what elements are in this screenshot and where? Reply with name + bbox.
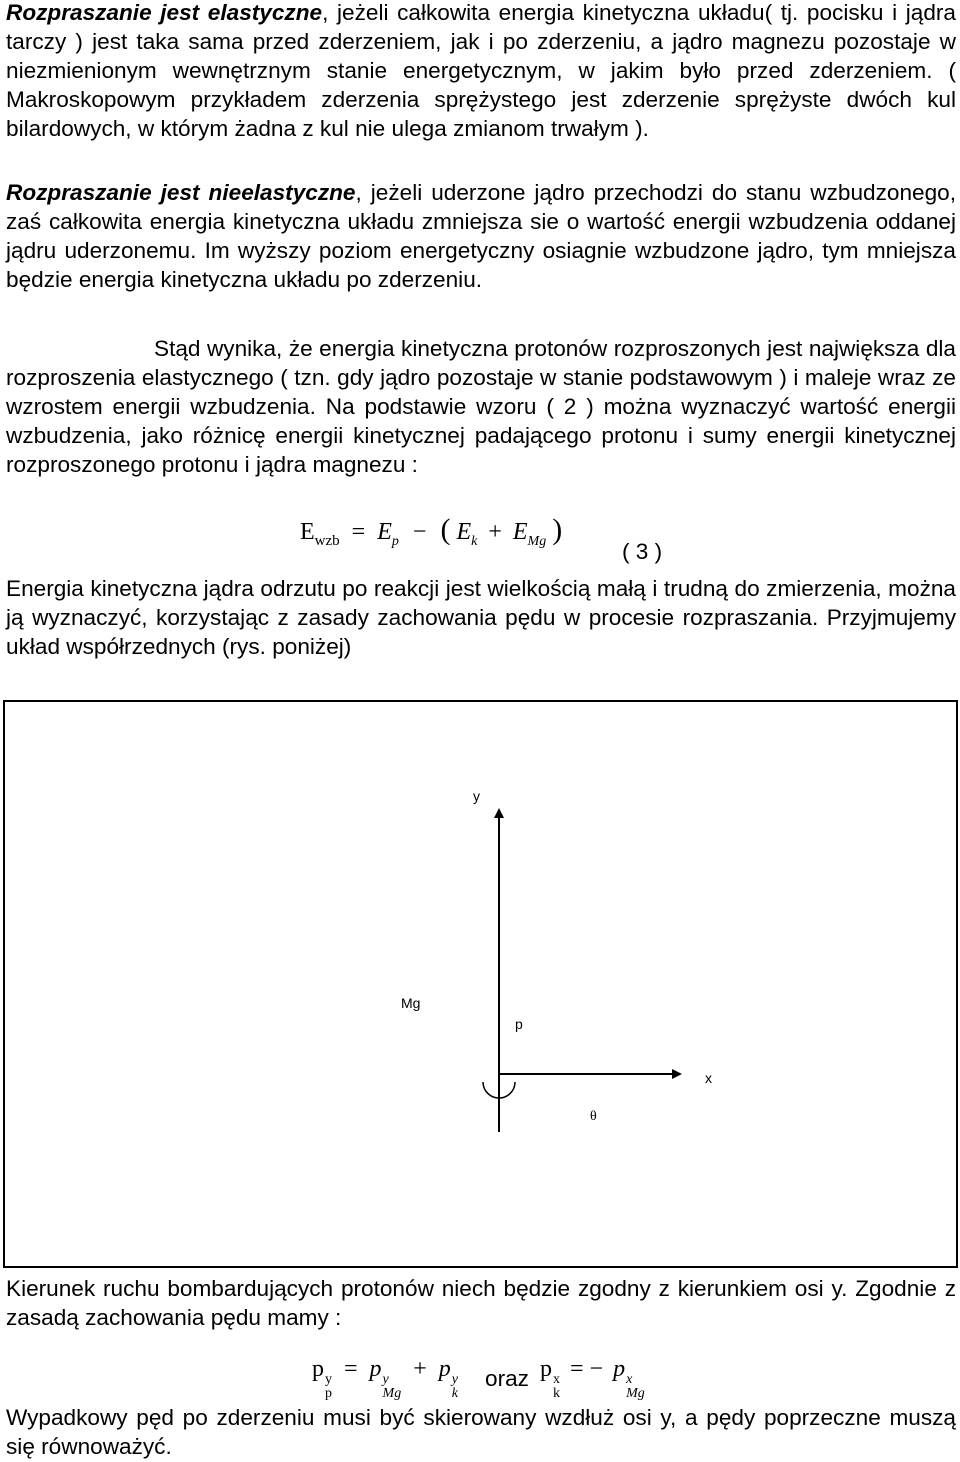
mom-c-p: p [438,1356,451,1382]
mom-d-sup: x [553,1372,560,1387]
eq3-minus: − [412,519,427,545]
mom-eq2: = − [570,1356,604,1382]
mom-d-p: p [540,1356,552,1382]
equation-momentum-y [312,1354,458,1401]
equation-3 [300,515,562,551]
paragraph-inelastic [6,178,956,294]
mom-b-p: p [369,1356,382,1382]
mom-e-sub: Mg [626,1386,645,1401]
paragraph-balance-text: Wypadkowy pęd po zderzeniu musi być skierowany wzdłuż osi y, a pędy poprzeczne muszą się równoważyć. [6,1405,956,1459]
paragraph-balance [6,1403,956,1461]
eq3-plus: + [488,519,502,545]
eq3-lhs-sub: wzb [314,533,340,549]
paragraph-conclusion [6,334,956,479]
coordinate-diagram [5,702,956,1266]
eq3-equals: = [351,519,366,545]
mom-b-sub: Mg [382,1386,402,1401]
paragraph-conclusion-text: Stąd wynika, że energia kinetyczna protonów rozproszonych jest największa dla rozproszenia elastycznego ( tzn. gdy jądro pozostaje w stanie podstawowym ) i maleje wraz ze wzrostem energii wzbudzenia. Na podstawie wzoru ( 2 ) można wyznaczyć wartość energii wzbudzenia, jako różnicę energii kinetycznej padającego protonu i sumy energii kinetycznej rozproszonego protonu i jądra magnezu : [6,336,956,477]
label-p: p [515,1016,523,1032]
paragraph-inelastic-text: , jeżeli uderzone jądro przechodzi do stanu wzbudzonego, zaś całkowita energia kinetyczna układu zmniejsza sie o wartość energii wzbudzenia oddanej jądru uderzonemu. Im wyższy poziom energetyczny osiagnie wzbudzone jądro, tym mniejsza będzie energia kinetyczna układu po zderzeniu. [6,180,956,292]
term-inelastic: Rozpraszanie jest nieelastyczne [6,180,356,205]
equation-number-3: ( 3 ) [622,539,663,564]
paragraph-recoil [6,574,956,661]
label-mg: Mg [401,995,421,1011]
mom-b-sup: y [382,1372,389,1387]
paragraph-recoil-text: Energia kinetyczna jądra odrzutu po reakcji jest wielkością małą i trudną do zmierzenia, można ją wyznaczyć, korzystając z zasady zachowania pędu w procesie rozpraszania. Przyjmujemy układ współrzednych (rys. poniżej) [6,576,956,659]
eq3-e1-sub: p [391,534,399,549]
mom-plus: + [413,1356,427,1382]
mom-d-sub: k [553,1386,560,1401]
mom-c-sub: k [451,1386,458,1401]
mom-eq1: = [344,1356,358,1382]
eq3-lparen: ( [440,513,451,546]
eq3-lhs: E [300,519,315,545]
paragraph-direction [6,1274,956,1332]
label-y: y [473,788,480,804]
eq3-e3-sub: Mg [527,534,547,549]
paragraph-elastic [6,0,956,143]
coordinate-figure [3,700,958,1268]
label-x: x [705,1070,712,1086]
paragraph-elastic-text: , jeżeli całkowita energia kinetyczna układu( tj. pocisku i jądra tarczy ) jest taka sama przed zderzeniem, jak i po zderzeniu, a jądro magnezu pozostaje w niezmienionym wewnętrznym stanie energetycznym, w jakim było przed zderzeniem. ( Makroskopowym przykładem zderzenia sprężystego jest zderzenie sprężyste dwóch kul bilardowych, w którym żadna z kul nie ulega zmianom trwałym ). [6,0,956,141]
eq3-e3: E [512,519,528,545]
word-oraz: oraz [485,1366,529,1391]
mom-a-sup: y [325,1372,332,1387]
mom-a-sub: p [325,1386,332,1401]
mom-e-sup: x [626,1372,633,1387]
label-theta: θ [590,1109,597,1124]
eq3-e2: E [456,519,472,545]
mom-a-p: p [312,1356,324,1382]
paragraph-direction-text: Kierunek ruchu bombardujących protonów niech będzie zgodny z kierunkiem osi y. Zgodnie z zasadą zachowania pędu mamy : [6,1276,956,1330]
eq3-e1: E [377,519,392,545]
mom-c-sup: y [451,1372,458,1387]
term-elastic: Rozpraszanie jest elastyczne [6,0,323,25]
eq3-rparen: ) [552,513,563,546]
eq3-e2-sub: k [471,534,478,549]
mom-e-p: p [613,1356,626,1382]
equation-momentum-x [540,1354,645,1401]
